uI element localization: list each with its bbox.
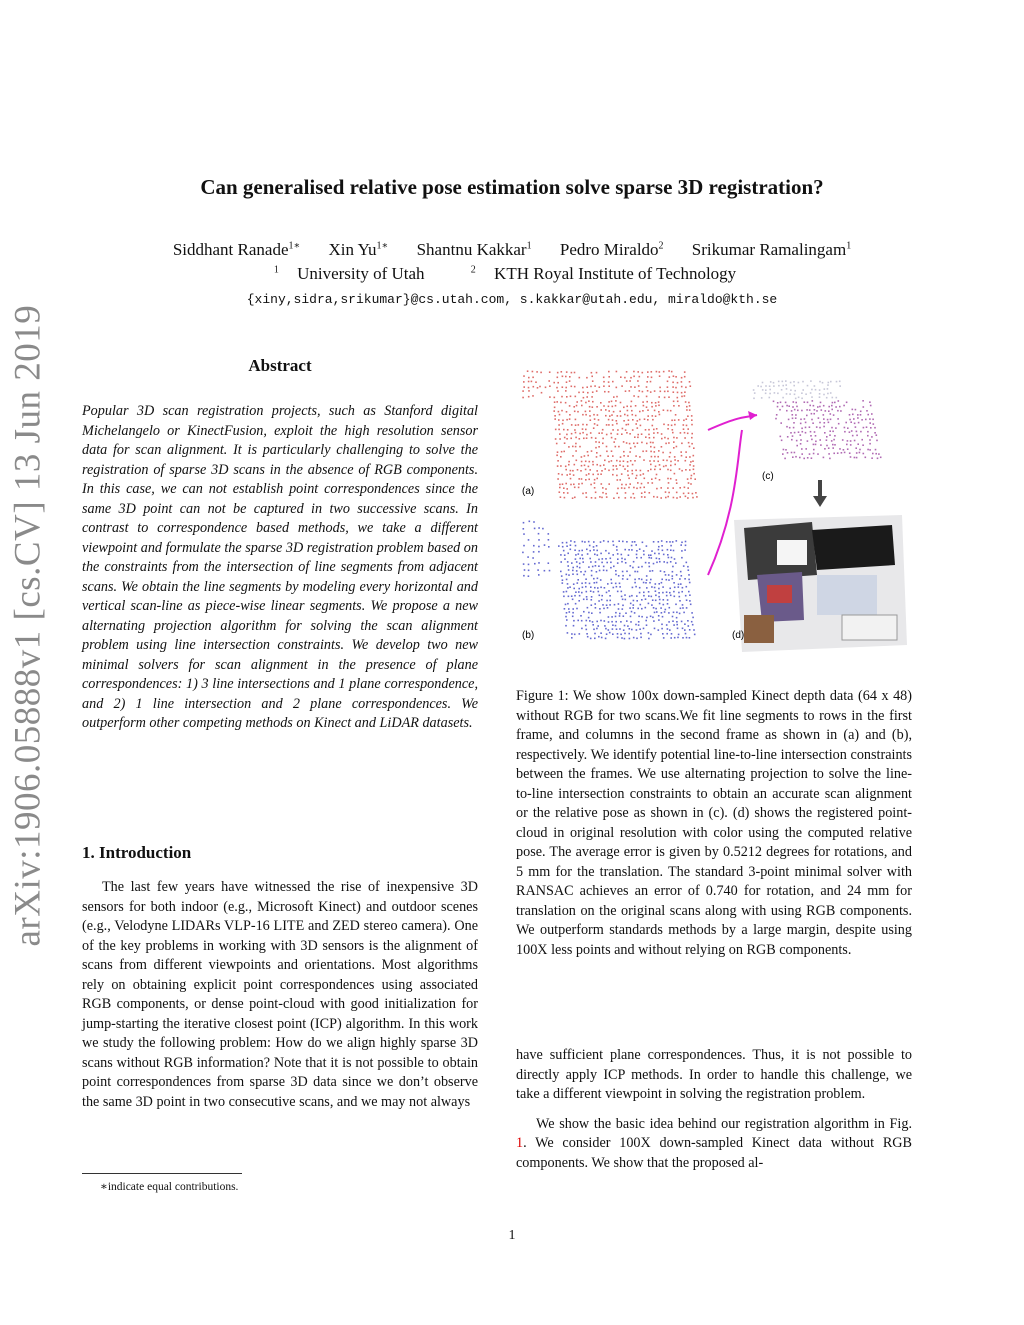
affiliation: $^2$ KTH Royal Institute of Technology (470, 264, 737, 283)
footnote: ∗indicate equal contributions. (100, 1181, 239, 1193)
author: Xin $Yu^{1∗}$ (328, 240, 389, 259)
scan-a-pointcloud (522, 370, 697, 499)
paper-title: Can generalised relative pose estimation solve sparse 3D registration? (200, 175, 824, 199)
author: Shantnu Kakkar$^1$ (416, 240, 532, 259)
figure-caption: Figure 1: We show 100x down-sampled Kinect depth data (64 x 48) without RGB for two scans.We fit line segments to rows in the first frame, and columns in the second frame as shown in (a) and (b), respectively. We identify potential line-to-line intersection constraints between the frames. We use alternating projection to solve the line-to-line intersection constraints to obtain an accurate scan alignment or the relative pose as shown in (c). (d) shows the registered point-cloud in original resolution with color using the computed relative pose. The average error is given by 0.5212 degrees for rotations, and 5 mm for the translation. The standard 3-point minimal solver with RANSAC achieves an error of 0.740 for rotation, and 24 mm for translation on the original scans along with using RGB components. We outperform standards methods by a large margin, despite using 100X less points and without relying on RGB components. (516, 688, 912, 958)
arxiv-identifier: arXiv:1906.05888v1 [cs.CV] 13 Jun 2019 (7, 304, 49, 947)
affiliation: $^1$ University of Utah (273, 264, 425, 283)
author: Siddhant Ranade$^{1∗}$ (172, 240, 301, 259)
figure-1-graphic (512, 360, 912, 660)
section-heading: 1. Introduction (82, 843, 192, 862)
label-c: (c) (762, 471, 774, 482)
footnote-rule (82, 1173, 242, 1174)
scan-b-pointcloud (522, 521, 695, 640)
figure-1 (512, 360, 912, 660)
label-b: (b) (522, 630, 535, 641)
label-a: (a) (522, 486, 535, 497)
scan-d-registered (734, 515, 907, 652)
scan-c-aligned (753, 380, 882, 459)
paragraph: have sufficient plane correspondences. Thus, it is not possible to directly apply ICP methods. In order to handle this challenge, we take a different viewpoint in solving the registration problem. (516, 1047, 912, 1102)
abstract-heading: Abstract (248, 356, 312, 375)
author: Srikumar Ramalingam$^1$ (691, 240, 852, 259)
label-d: (d) (732, 630, 745, 641)
author-list (0, 240, 1024, 260)
intro-body: The last few years have witnessed the rise of inexpensive 3D sensors for both indoor (e.g., Microsoft Kinect) and outdoor scenes (e.g., Velodyne LIDARs VLP-16 LITE and ZED stereo camera). One of the key problems in working with 3D sensors is the alignment of scans from different viewpoints and orientations. Most algorithms rely on obtaining explicit point correspondences using associated RGB components, or dense point-cloud with good initialization for jump-starting the iterative closest point (ICP) algorithm. In this work we study the following problem: How do we align highly sparse 3D scans without RGB information? Note that it is not possible to obtain point correspondences from sparse 3D data since we don’t observe the same 3D point in two consecutive scans, and we may not always (82, 879, 478, 1110)
right-column-text (516, 1046, 912, 1173)
page-number: 1 (508, 1228, 516, 1243)
abstract-body: Popular 3D scan registration projects, such as Stanford digital Michelangelo or KinectFusion, exploit the high resolution sensor data for scan alignment. It is particularly challenging to solve the registration of sparse 3D scans in the absence of RGB components. In this case, we can not establish point correspondences since the same 3D point can not be captured in two successive scans. In contrast to correspondence based methods, we take a different viewpoint and formulate the sparse 3D registration problem based on the constraints from the intersection of line segments from adjacent scans. We obtain the line segments by modeling every horizontal and vertical scan-line as piece-wise linear segments. We propose a new alternating projection algorithm for solving the scan alignment problem using line intersection constraints. We develop two new minimal solvers for scan alignment in the presence of plane correspondences: 1) 3 line intersections and 1 plane correspondence, and 2) 1 line intersection and 2 plane correspondences. We outperform other competing methods on Kinect and LiDAR datasets. (82, 403, 478, 731)
figure-reference-link[interactable]: 1 (516, 1135, 524, 1151)
author-emails: {xiny,sidra,srikumar}@cs.utah.com, s.kakkar@utah.edu, miraldo@kth.se (246, 292, 778, 307)
paragraph: We show the basic idea behind our registration algorithm in Fig. 1. We consider 100X down-sampled Kinect data without RGB components. We show that the proposed al- (516, 1115, 912, 1171)
author: Pedro Miraldo$^2$ (559, 240, 664, 259)
affiliations (0, 264, 1024, 284)
